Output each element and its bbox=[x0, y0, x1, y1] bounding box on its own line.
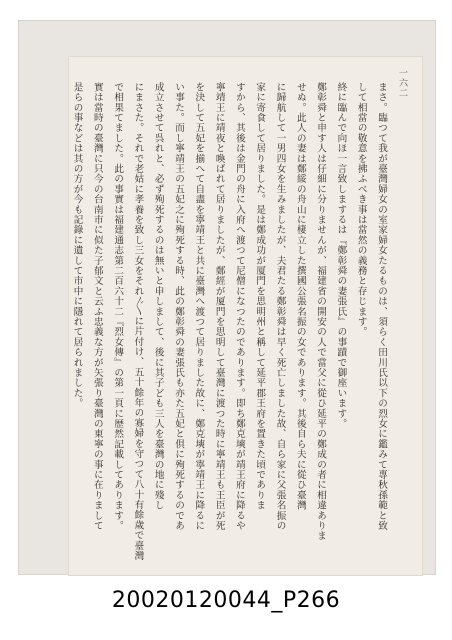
text-line: 鄭彰舜と申す人は仔細に分りませんが、福建省の開安の人で當父に從ひ延平の鄭成の者に相違ありま bbox=[315, 82, 327, 541]
text-line: すから、其後は金門の舟に入府へ渡つて尼僧になつたのであります。即ち鄭克塽が靖王府に降るや bbox=[233, 82, 245, 531]
text-line: 終に臨んで向ほ一言致しまするは『鄭彰舜の妻張氏』の事蹟で御座います。 bbox=[335, 82, 347, 429]
vertical-text-block bbox=[66, 82, 391, 561]
text-line: せぬ。此人の妻は鄭綏の舟山に棲立した撰國公張名振の女であります。其後自ら夫に從ひ臺灣 bbox=[294, 82, 306, 511]
book-page bbox=[68, 56, 423, 576]
text-line: して相當の敬意を拂ふべき事は當然の義務と存じます。 bbox=[355, 82, 367, 337]
image-caption-id: 20020120044_P266 bbox=[111, 588, 341, 613]
text-line: を決して五妃を揃へて自盡を寧靖王と共に臺灣へ渡つて居りました故に、鄭克塽が寧靖王に降るに bbox=[193, 82, 205, 531]
text-line: に歸航して一男四女を生みましたが、夫君たる鄭彰舜は早く死亡しました故、自ら家に父張名振の bbox=[274, 82, 286, 531]
text-line: 寧靖王に靖夜と喚ばれて居りましたが、鄭經が厦門を思明して臺灣に渡つた時に寧靖王も王臣が死 bbox=[213, 82, 225, 531]
scanned-page-background bbox=[18, 20, 436, 575]
text-line: 是らの事などは其の方が今も記錄に遺して市中に隱れて居られました。 bbox=[71, 82, 83, 409]
text-line: い事た。而し寧靖王の五妃之に殉死する時、此の鄭彰舜の妻張氏も亦た五妃と倶に殉死するのであ bbox=[173, 82, 185, 531]
text-line: にまさた。それで老姑に孝養を致し三女をそれ〴〵に片付け、五十餘年の寡婦を守つて八十有餘歲で臺灣 bbox=[132, 82, 144, 561]
text-line: 實は當時の臺灣に只今の台南市に似た子郁文と云ふ忠義な方が矢張り臺灣の東寧の事に在りまして bbox=[91, 82, 103, 531]
text-line: まさ。臨つて我が臺灣婦女の室家婦女たるものは、須らく田川氏以下の烈女に鑑みて專秋孫範と致 bbox=[376, 82, 387, 531]
text-line: 家に寄食して居りました。是は鄭成功が厦門を思明州と稱して延平郡王府を置きた頃でありま bbox=[254, 82, 266, 511]
page-folio: 一六二 bbox=[397, 68, 407, 98]
text-line: 成立させて呉れと、必ず殉死するのは無いと申しまして、後に其子ども三人を臺灣の地に殘し bbox=[152, 82, 164, 511]
text-line: で相果てました。此の事實は福建通志第二百六十二『烈女傳』の第一頁に歴然記載してあります。 bbox=[112, 82, 124, 531]
